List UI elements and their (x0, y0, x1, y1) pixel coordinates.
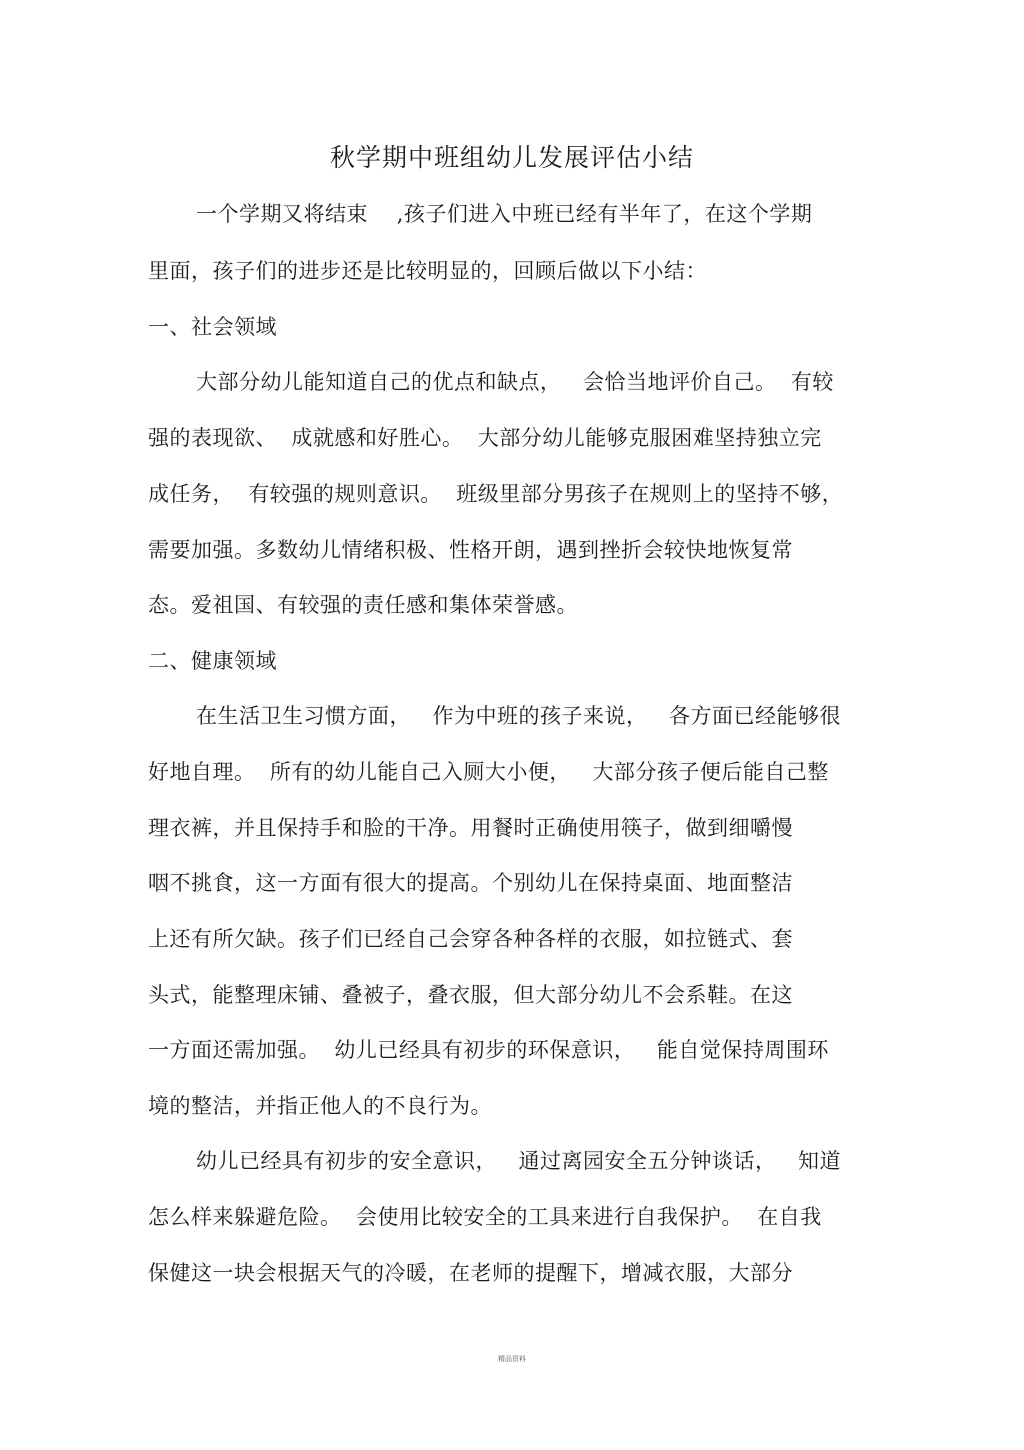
paragraph-line: 里面，孩子们的进步还是比较明显的，回顾后做以下小结： (148, 259, 707, 283)
paragraph-line: 在生活卫生习惯方面， 作为中班的孩子来说， 各方面已经能够很 (196, 704, 842, 728)
paragraph-line: 需要加强。多数幼儿情绪积极、性格开朗，遇到挫折会较快地恢复常 (148, 538, 793, 562)
paragraph-line: 一方面还需加强。 幼儿已经具有初步的环保意识， 能自觉保持周围环 (148, 1038, 829, 1062)
paragraph-line: 好地自理。 所有的幼儿能自己入厕大小便， 大部分孩子便后能自己整 (148, 760, 829, 784)
paragraph-line: 保健这一块会根据天气的冷暖，在老师的提醒下，增减衣服，大部分 (148, 1261, 793, 1285)
paragraph-line: 态。爱祖国、有较强的责任感和集体荣誉感。 (148, 593, 578, 617)
paragraph-line: 强的表现欲、 成就感和好胜心。 大部分幼儿能够克服困难坚持独立完 (148, 426, 822, 450)
page-footer: 精品资料 (498, 1355, 526, 1363)
section-heading: 一、社会领域 (148, 315, 277, 339)
paragraph-line: 上还有所欠缺。孩子们已经自己会穿各种各样的衣服，如拉链式、套 (148, 927, 793, 951)
paragraph-line: 一个学期又将结束 ,孩子们进入中班已经有半年了，在这个学期 (196, 202, 813, 226)
paragraph-line: 咽不挑食，这一方面有很大的提高。个别幼儿在保持桌面、地面整洁 (148, 871, 793, 895)
paragraph-line: 理衣裤，并且保持手和脸的干净。用餐时正确使用筷子，做到细嚼慢 (148, 816, 793, 840)
paragraph-line: 怎么样来躲避危险。 会使用比较安全的工具来进行自我保护。 在自我 (148, 1205, 822, 1229)
paragraph-line: 大部分幼儿能知道自己的优点和缺点， 会恰当地评价自己。 有较 (196, 370, 834, 394)
paragraph-line: 境的整洁，并指正他人的不良行为。 (148, 1094, 492, 1118)
paragraph-line: 幼儿已经具有初步的安全意识， 通过离园安全五分钟谈话， 知道 (196, 1149, 842, 1173)
paragraph-line: 头式，能整理床铺、叠被子，叠衣服，但大部分幼儿不会系鞋。在这 (148, 983, 793, 1007)
document-title: 秋学期中班组幼儿发展评估小结 (329, 143, 694, 172)
section-heading: 二、健康领域 (148, 649, 277, 673)
paragraph-line: 成任务， 有较强的规则意识。 班级里部分男孩子在规则上的坚持不够， (148, 482, 844, 506)
